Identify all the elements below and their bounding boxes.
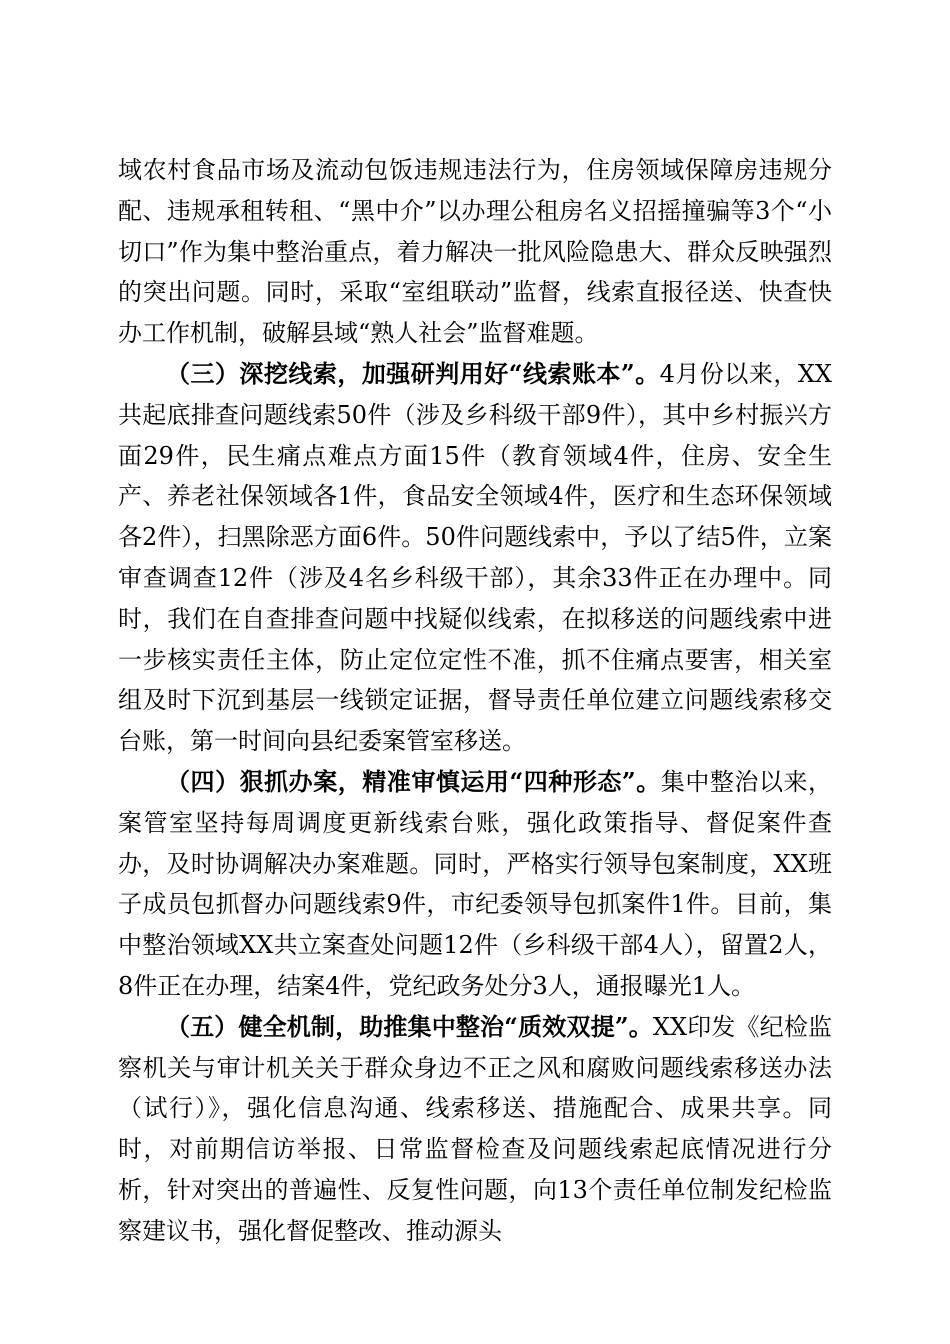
section-4-heading: （四）狠抓办案，精准审慎运用“四种形态”。	[166, 766, 661, 796]
paragraph-body: XX印发《纪检监察机关与审计机关关于群众身边不正之风和腐败问题线索移送办法（试行）》，强化信息沟通、线索移送、措施配合、成果共享。同时，对前期信访举报、日常监督检查及问题线索起底情况进行分析，针对突出的普遍性、反复性问题，向13个责任单位制发纪检监察建议书，强化督促整改、推动源头	[118, 1012, 832, 1245]
section-3-heading: （三）深挖线索，加强研判用好“线索账本”。	[166, 358, 660, 388]
paragraph-body: 4月份以来，XX共起底排查问题线索50件（涉及乡科级干部9件），其中乡村振兴方面29件，民生痛点难点方面15件（教育领域4件，住房、安全生产、养老社保领域各1件，食品安全领域4件，医疗和生态环保领域各2件），扫黑除恶方面6件。50件问题线索中，予以了结5件，立案审查调查12件（涉及4名乡科级干部），其余33件正在办理中。同时，我们在自查排查问题中找疑似线索，在拟移送的问题线索中进一步核实责任主体，防止定位定性不准，抓不住痛点要害，相关室组及时下沉到基层一线锁定证据，督导责任单位建立问题线索移交台账，第一时间向县纪委案管室移送。	[118, 359, 832, 756]
paragraph-section-5	[118, 1007, 832, 1252]
paragraph-body: 域农村食品市场及流动包饭违规违法行为，住房领域保障房违规分配、违规承租转租、“黑中介”以办理公租房名义招摇撞骗等3个“小切口”作为集中整治重点，着力解决一批风险隐患大、群众反映强烈的突出问题。同时，采取“室组联动”监督，线索直报径送、快查快办工作机制，破解县域“熟人社会”监督难题。	[118, 156, 832, 348]
paragraph-section-3	[118, 354, 832, 762]
paragraph-continued	[118, 150, 832, 354]
paragraph-section-4	[118, 762, 832, 1007]
document-body	[118, 150, 832, 1252]
paragraph-body: 集中整治以来，案管室坚持每周调度更新线索台账，强化政策指导、督促案件查办，及时协调解决办案难题。同时，严格实行领导包案制度，XX班子成员包抓督办问题线索9件，市纪委领导包抓案件1件。目前，集中整治领域XX共立案查处问题12件（乡科级干部4人），留置2人，8件正在办理，结案4件，党纪政务处分3人，通报曝光1人。	[118, 767, 833, 1000]
section-5-heading: （五）健全机制，助推集中整治“质效双提”。	[166, 1011, 653, 1041]
